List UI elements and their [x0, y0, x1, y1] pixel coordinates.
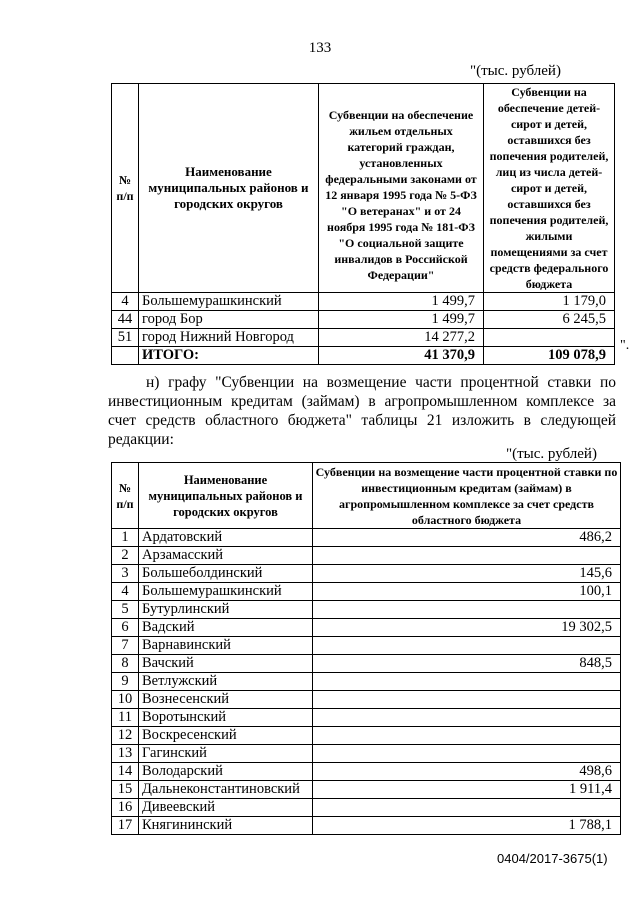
t2-header-num: № п/п [112, 463, 139, 529]
t1-total-row [112, 347, 615, 365]
table2-unit: "(тыс. рублей) [506, 446, 597, 462]
district-name: Вадский [139, 619, 313, 637]
district-name: Воротынский [139, 709, 313, 727]
amendment-paragraph [108, 373, 616, 449]
value-subsidy: 1 788,1 [313, 817, 621, 835]
row-number: 8 [112, 655, 139, 673]
table-row [112, 709, 621, 727]
table-row [112, 799, 621, 817]
district-name: Большеболдинский [139, 565, 313, 583]
row-number: 10 [112, 691, 139, 709]
value-subsidy [313, 673, 621, 691]
value-subsidy: 1 911,4 [313, 781, 621, 799]
value-veterans: 1 499,7 [319, 311, 484, 329]
table1-unit: "(тыс. рублей) [470, 63, 561, 79]
value-orphans: 1 179,0 [484, 293, 615, 311]
t1-header-veterans: Субвенции на обеспечение жильем отдельных категорий граждан, установленных федеральными законами от 12 января 1995 года № 5-ФЗ "О ветеранах" и от 24 ноября 1995 года № 181-ФЗ "О социальной защите инвалидов в Российской Федерации" [319, 84, 484, 293]
value-subsidy: 19 302,5 [313, 619, 621, 637]
district-name: Арзамасский [139, 547, 313, 565]
value-subsidy [313, 691, 621, 709]
district-name: город Бор [139, 311, 319, 329]
row-number: 1 [112, 529, 139, 547]
row-number: 5 [112, 601, 139, 619]
table-row [112, 781, 621, 799]
district-name: Ардатовский [139, 529, 313, 547]
table-row [112, 583, 621, 601]
table-row [112, 637, 621, 655]
t2-header-name: Наименование муниципальных районов и городских округов [139, 463, 313, 529]
table-row [112, 727, 621, 745]
table-1 [111, 83, 615, 365]
row-number: 17 [112, 817, 139, 835]
row-number: 4 [112, 583, 139, 601]
value-subsidy [313, 637, 621, 655]
value-orphans [484, 329, 615, 347]
table-row [112, 745, 621, 763]
value-subsidy [313, 709, 621, 727]
value-subsidy: 848,5 [313, 655, 621, 673]
value-subsidy [313, 547, 621, 565]
row-number: 2 [112, 547, 139, 565]
table-row [112, 293, 615, 311]
value-subsidy: 100,1 [313, 583, 621, 601]
district-name: Гагинский [139, 745, 313, 763]
footer-code: 0404/2017-3675(1) [497, 851, 608, 866]
district-name: Володарский [139, 763, 313, 781]
value-subsidy: 145,6 [313, 565, 621, 583]
district-name: Вачский [139, 655, 313, 673]
district-name: Княгининский [139, 817, 313, 835]
district-name: Дальнеконстантиновский [139, 781, 313, 799]
district-name: Ветлужский [139, 673, 313, 691]
row-number: 13 [112, 745, 139, 763]
table-row [112, 673, 621, 691]
t1-header-num: № п/п [112, 84, 139, 293]
table-row [112, 601, 621, 619]
table-row [112, 619, 621, 637]
row-number: 44 [112, 311, 139, 329]
row-number: 7 [112, 637, 139, 655]
row-number: 12 [112, 727, 139, 745]
row-number: 4 [112, 293, 139, 311]
district-name: Большемурашкинский [139, 583, 313, 601]
row-number: 6 [112, 619, 139, 637]
t2-header-subsidy: Субвенции на возмещение части процентной ставки по инвестиционным кредитам (займам) в агропромышленном комплексе за счет средств областного бюджета [313, 463, 621, 529]
t1-header-name: Наименование муниципальных районов и городских округов [139, 84, 319, 293]
district-name: Воскресенский [139, 727, 313, 745]
district-name: Варнавинский [139, 637, 313, 655]
row-number: 51 [112, 329, 139, 347]
table-row [112, 311, 615, 329]
page-number: 133 [308, 40, 332, 56]
row-number: 11 [112, 709, 139, 727]
table-row [112, 655, 621, 673]
value-subsidy [313, 745, 621, 763]
table-2 [111, 462, 621, 835]
value-subsidy [313, 727, 621, 745]
row-number: 15 [112, 781, 139, 799]
district-name: Большемурашкинский [139, 293, 319, 311]
value-orphans: 6 245,5 [484, 311, 615, 329]
t1-header-orphans: Субвенции на обеспечение детей-сирот и детей, оставшихся без попечения родителей, лиц из числа детей-сирот и детей, оставшихся без попечения родителей, жилыми помещениями за счет средств федерального бюджета [484, 84, 615, 293]
value-subsidy: 498,6 [313, 763, 621, 781]
row-number: 14 [112, 763, 139, 781]
table-row [112, 529, 621, 547]
district-name: Вознесенский [139, 691, 313, 709]
district-name: Дивеевский [139, 799, 313, 817]
value-veterans: 14 277,2 [319, 329, 484, 347]
table-row [112, 691, 621, 709]
district-name: Бутурлинский [139, 601, 313, 619]
row-number: 3 [112, 565, 139, 583]
table-row [112, 817, 621, 835]
closing-quote: ". [620, 338, 630, 353]
table-row [112, 763, 621, 781]
row-number: 16 [112, 799, 139, 817]
value-subsidy: 486,2 [313, 529, 621, 547]
total-label: ИТОГО: [139, 347, 319, 365]
row-number: 9 [112, 673, 139, 691]
paragraph-text: н) графу "Субвенции на возмещение части процентной ставки по инвестиционным кредитам (займам) в агропромышленном комплексе за счет средств областного бюджета" таблицы 21 изложить в следующей редакции: [108, 374, 616, 448]
table-row [112, 565, 621, 583]
value-subsidy [313, 799, 621, 817]
district-name: город Нижний Новгород [139, 329, 319, 347]
value-veterans: 1 499,7 [319, 293, 484, 311]
table-row [112, 547, 621, 565]
total-a: 41 370,9 [319, 347, 484, 365]
total-b: 109 078,9 [484, 347, 615, 365]
value-subsidy [313, 601, 621, 619]
table-row [112, 329, 615, 347]
